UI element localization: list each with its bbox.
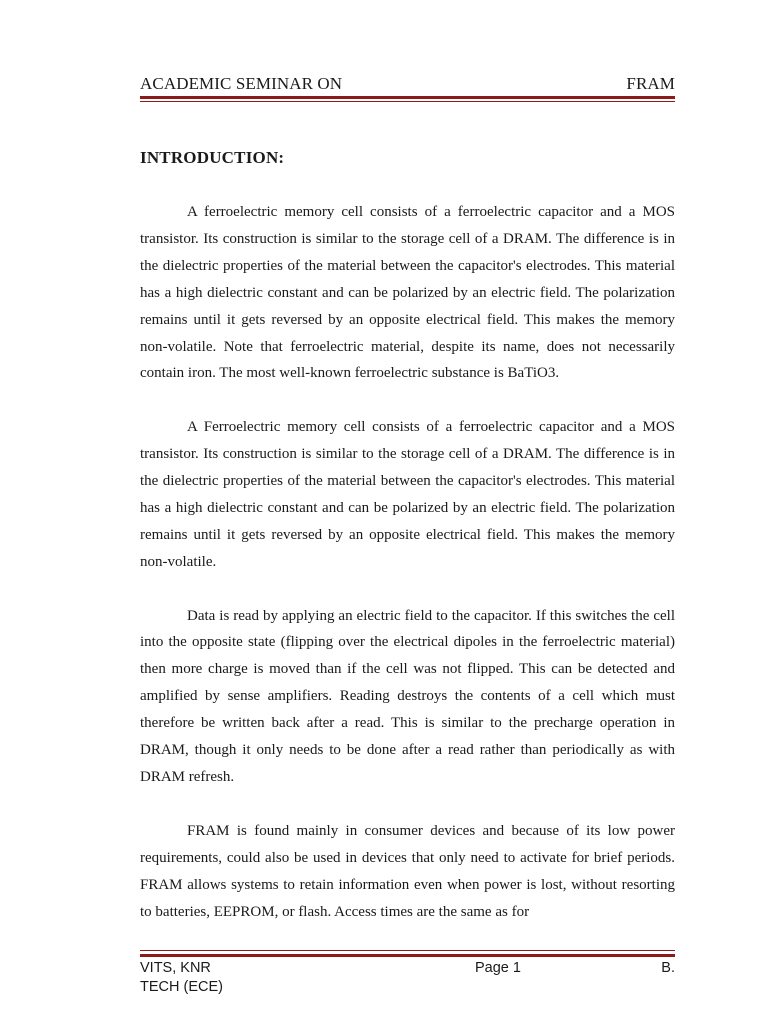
header-topic: FRAM xyxy=(626,74,675,93)
header-rule-thin xyxy=(140,101,675,102)
footer-department: TECH (ECE) xyxy=(140,979,223,995)
document-body xyxy=(140,199,675,952)
paragraph-3: Data is read by applying an electric field to the capacitor. If this switches the cell into the opposite state (flipping over the electrical dipoles in the ferroelectric material) then more charge is moved than if the cell was not flipped. This can be detected and amplified by sense amplifiers. Reading destroys the contents of a cell which must therefore be written back after a read. This is similar to the precharge operation in DRAM, though it only needs to be done after a read rather than periodically as with DRAM refresh. xyxy=(140,607,675,785)
page-header xyxy=(140,72,675,98)
footer-page-number: Page 1 xyxy=(475,960,521,976)
section-heading: INTRODUCTION: xyxy=(140,148,285,167)
footer-rule-thick xyxy=(140,954,675,957)
paragraph-4: FRAM is found mainly in consumer devices and because of its low power requirements, could also be used in devices that only need to activate for brief periods. FRAM allows systems to retain information even when power is lost, without resorting to batteries, EEPROM, or flash. Access times are the same as for xyxy=(140,822,675,920)
paragraph-1: A ferroelectric memory cell consists of a ferroelectric capacitor and a MOS transistor. Its construction is similar to the storage cell of a DRAM. The difference is in the dielectric properties of the material between the capacitor's electrodes. This material has a high dielectric constant and can be polarized by an electric field. The polarization remains until it gets reversed by an opposite electrical field. This makes the memory non-volatile. Note that ferroelectric material, despite its name, does not necessarily contain iron. The most well-known ferroelectric substance is BaTiO3. xyxy=(140,204,675,382)
footer-rule-thin xyxy=(140,950,675,951)
footer-degree: B. xyxy=(661,960,675,976)
header-title: ACADEMIC SEMINAR ON xyxy=(140,74,343,93)
paragraph-2: A Ferroelectric memory cell consists of a ferroelectric capacitor and a MOS transistor. Its construction is similar to the storage cell of a DRAM. The difference is in the dielectric properties of the material between the capacitor's electrodes. This material has a high dielectric constant and can be polarized by an electric field. The polarization remains until it gets reversed by an opposite electrical field. This makes the memory non-volatile. xyxy=(140,419,675,570)
footer-institution: VITS, KNR xyxy=(140,960,211,976)
header-rule-thick xyxy=(140,96,675,99)
